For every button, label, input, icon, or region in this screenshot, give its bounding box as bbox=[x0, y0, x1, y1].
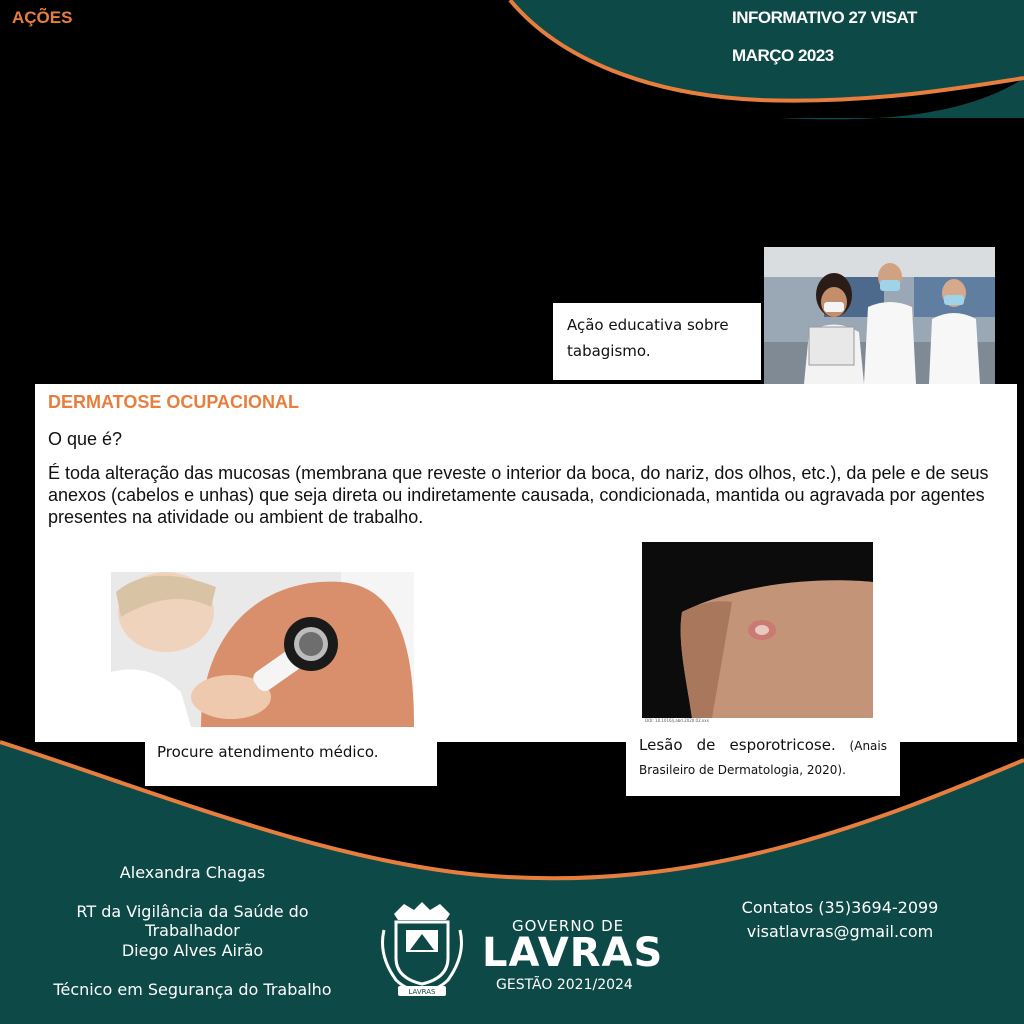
contact-phone: Contatos (35)3694-2099 bbox=[741, 898, 939, 917]
logo-lavras: LAVRAS bbox=[482, 930, 664, 976]
caption-lesion bbox=[639, 733, 887, 782]
issue-date: MARÇO 2023 bbox=[732, 46, 834, 65]
credit-role-2: Técnico em Segurança do Trabalho bbox=[53, 980, 332, 999]
caption-lesion-source: (Anais Brasileiro de Dermatologia, 2020). bbox=[639, 739, 887, 777]
contact-email[interactable]: visatlavras@gmail.com bbox=[746, 922, 934, 941]
article-body: É toda alteração das mucosas (membrana que reveste o interior da boca, do nariz, dos olhos, etc.), da pele e de seus anexos (cabelos e unhas) que seja direta ou indiretamente causada, condicionada, mantida ou agravada por agentes presentes na atividade ou ambient de trabalho. bbox=[48, 463, 989, 527]
photo-dermatoscope-exam bbox=[111, 572, 414, 727]
logo-gestao: GESTÃO 2021/2024 bbox=[496, 977, 633, 993]
credit-name-1: Alexandra Chagas bbox=[119, 863, 266, 882]
photo-sporotrichosis-lesion bbox=[642, 542, 873, 718]
credit-role-1: RT da Vigilância da Saúde do Trabalhador bbox=[76, 902, 309, 940]
caption-seek-medical-care: Procure atendimento médico. bbox=[157, 743, 379, 761]
caption-lesion-title: Lesão de esporotricose. bbox=[639, 736, 836, 754]
issue-title: INFORMATIVO 27 VISAT bbox=[732, 8, 917, 27]
caption-box-top bbox=[553, 303, 761, 380]
caption-box-right bbox=[626, 727, 900, 796]
section-label: AÇÕES bbox=[12, 8, 73, 27]
photo-educational-action bbox=[764, 247, 995, 384]
crest-text: LAVRAS bbox=[408, 988, 436, 996]
lavras-crest-icon bbox=[376, 900, 468, 1000]
article-question: O que é? bbox=[48, 429, 123, 449]
credit-name-2: Diego Alves Airão bbox=[121, 941, 264, 960]
photo-fine-print: DOI: 10.1016/j.abd.2020.02.xxx bbox=[645, 718, 710, 723]
caption-educational-action: Ação educativa sobre tabagismo. bbox=[567, 316, 729, 360]
logo-governo-de: GOVERNO DE bbox=[512, 917, 625, 935]
article-title: DERMATOSE OCUPACIONAL bbox=[48, 392, 300, 412]
caption-box-left bbox=[145, 727, 437, 786]
